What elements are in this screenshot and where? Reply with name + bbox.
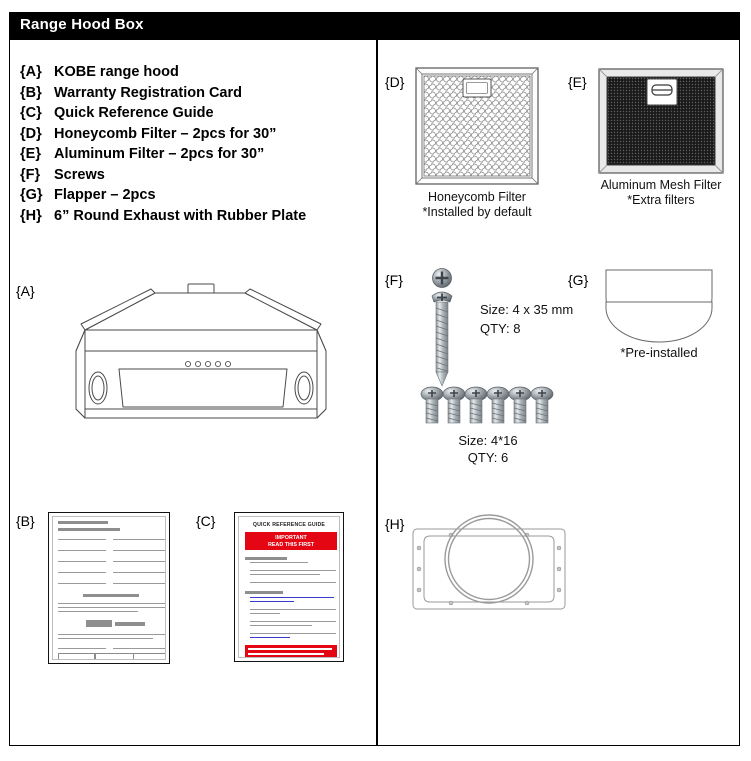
list-item-label: Aluminum Filter – 2pcs for 30” bbox=[54, 146, 265, 162]
quick-reference-guide-page bbox=[238, 516, 340, 658]
list-item-tag: {G} bbox=[20, 187, 43, 203]
list-item-label: Screws bbox=[54, 166, 105, 183]
figure-label-a: {A} bbox=[16, 283, 35, 299]
screws-illustration bbox=[418, 268, 558, 438]
honeycomb-filter-caption bbox=[415, 190, 539, 220]
qrg-important-banner bbox=[245, 532, 337, 550]
list-item-label: Flapper – 2pcs bbox=[54, 187, 156, 203]
list-item bbox=[20, 124, 370, 145]
figure-label-b: {B} bbox=[16, 513, 35, 529]
list-item-tag: {B} bbox=[20, 84, 42, 101]
figure-label-d: {D} bbox=[385, 74, 405, 90]
warranty-registration-card bbox=[48, 512, 170, 664]
flapper-caption: *Pre-installed bbox=[620, 345, 698, 360]
figure-label-h: {H} bbox=[385, 516, 405, 532]
honeycomb-filter-caption-line1: Honeycomb Filter bbox=[428, 190, 526, 204]
quick-reference-guide bbox=[234, 512, 344, 662]
list-item bbox=[20, 165, 370, 186]
list-item bbox=[20, 62, 370, 83]
list-item-tag: {H} bbox=[20, 207, 42, 224]
list-item-tag: {F} bbox=[20, 166, 41, 183]
long-screw-qty: QTY: 8 bbox=[480, 321, 521, 336]
figure-label-g: {G} bbox=[568, 272, 589, 288]
list-item bbox=[20, 83, 370, 104]
qrg-banner-line1: IMPORTANT bbox=[275, 535, 307, 541]
long-screw-spec bbox=[480, 300, 573, 338]
list-item bbox=[20, 185, 370, 206]
short-screw-spec bbox=[418, 432, 558, 466]
long-screw bbox=[432, 292, 452, 386]
figure-label-f: {F} bbox=[385, 272, 403, 288]
long-screw-size: Size: 4 x 35 mm bbox=[480, 302, 574, 317]
aluminum-filter-caption-line1: Aluminum Mesh Filter bbox=[600, 178, 722, 192]
qrg-banner-line2: READ THIS FIRST bbox=[267, 542, 315, 548]
list-item-label: 6” Round Exhaust with Rubber Plate bbox=[54, 207, 307, 224]
list-item bbox=[20, 206, 370, 227]
list-item-label: Quick Reference Guide bbox=[54, 105, 214, 121]
qrg-bottom-notice bbox=[245, 645, 337, 658]
qrg-doc-title: QUICK REFERENCE GUIDE bbox=[252, 522, 326, 528]
figure-label-c: {C} bbox=[196, 513, 216, 529]
short-screws-row bbox=[421, 387, 553, 423]
list-item-tag: {A} bbox=[20, 64, 42, 80]
short-screw-size: Size: 4*16 bbox=[458, 433, 518, 448]
column-divider bbox=[376, 40, 378, 746]
list-item-label: Warranty Registration Card bbox=[54, 84, 242, 101]
list-item-tag: {E} bbox=[20, 146, 41, 162]
warranty-card-page bbox=[52, 516, 166, 660]
list-item bbox=[20, 144, 370, 165]
figure-label-e: {E} bbox=[568, 74, 587, 90]
list-item-label: Honeycomb Filter – 2pcs for 30” bbox=[54, 125, 277, 142]
honeycomb-filter-illustration bbox=[415, 67, 539, 185]
round-exhaust-illustration bbox=[410, 508, 576, 618]
list-item-label: KOBE range hood bbox=[54, 64, 179, 80]
screw-head-detail bbox=[433, 269, 452, 288]
range-hood-illustration bbox=[45, 278, 360, 463]
title-bar bbox=[9, 12, 740, 40]
list-item bbox=[20, 103, 370, 124]
list-item-tag: {C} bbox=[20, 105, 42, 121]
aluminum-mesh-filter-caption bbox=[592, 178, 730, 208]
list-item-tag: {D} bbox=[20, 125, 42, 142]
honeycomb-filter-caption-line2: *Installed by default bbox=[422, 205, 532, 219]
flapper-illustration bbox=[600, 266, 718, 344]
page-title: Range Hood Box bbox=[20, 16, 144, 33]
aluminum-mesh-filter-illustration bbox=[598, 68, 724, 174]
short-screw-qty: QTY: 6 bbox=[467, 450, 509, 465]
aluminum-filter-caption-line2: *Extra filters bbox=[627, 193, 695, 207]
parts-list bbox=[20, 62, 370, 226]
